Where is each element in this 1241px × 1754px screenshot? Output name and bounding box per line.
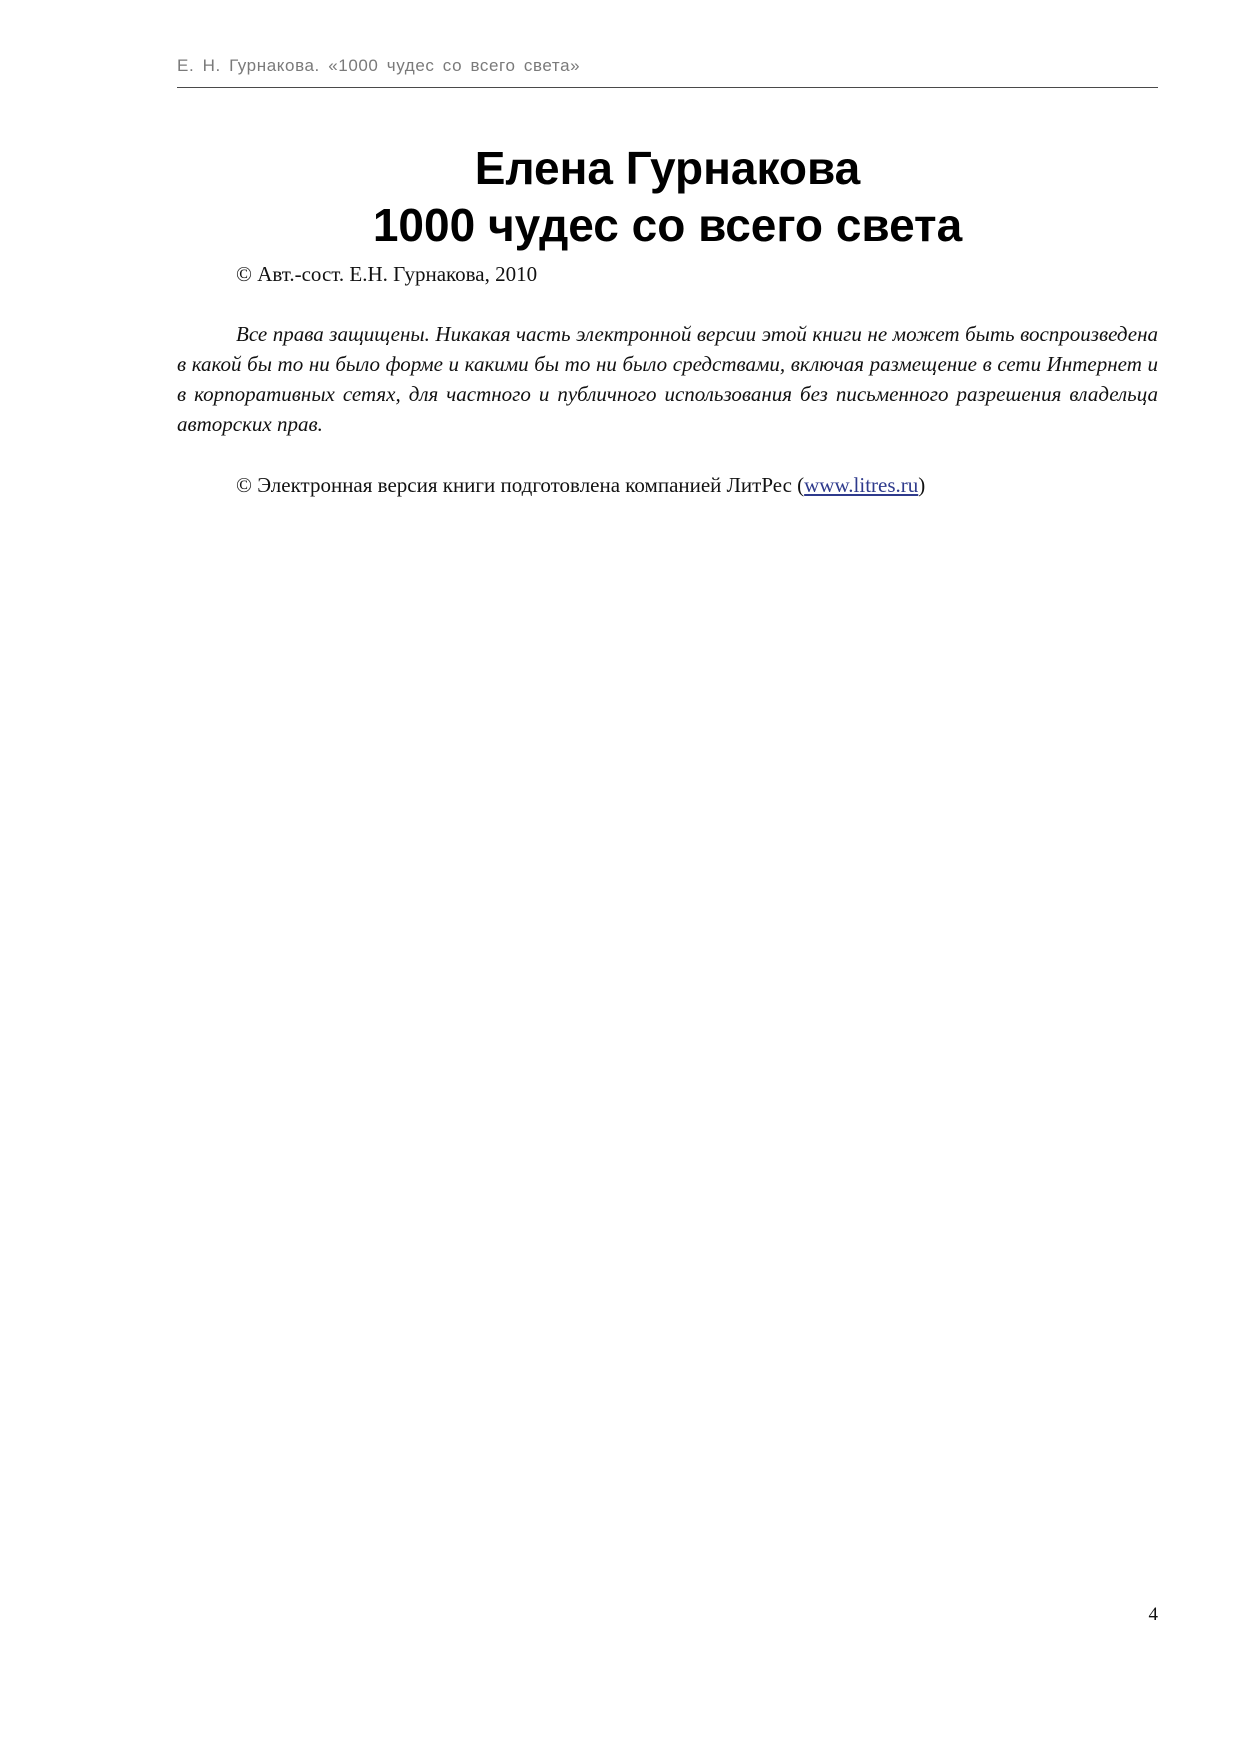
publisher-line <box>236 473 925 498</box>
title-block <box>177 140 1158 254</box>
header-divider <box>177 87 1158 88</box>
running-header: Е. Н. Гурнакова. «1000 чудес со всего света» <box>177 56 581 75</box>
compiler-copyright: © Авт.-сост. Е.Н. Гурнакова, 2010 <box>236 262 538 286</box>
publisher-prefix: © Электронная версия книги подготовлена компанией ЛитРес ( <box>236 473 805 497</box>
book-title: 1000 чудес со всего света <box>372 199 963 251</box>
rights-notice: Все права защищены. Никакая часть электронной версии этой книги не может быть воспроизведена в какой бы то ни было форме и какими бы то ни было средствами, включая размещение в сети Интернет и в корпоративных сетях, для частного и публичного использования без письменного разрешения владельца авторских прав. <box>177 322 1158 436</box>
page-number: 4 <box>1148 1604 1158 1625</box>
author-name: Елена Гурнакова <box>474 142 861 194</box>
publisher-suffix: ) <box>918 473 926 497</box>
litres-link[interactable]: www.litres.ru <box>804 473 919 497</box>
